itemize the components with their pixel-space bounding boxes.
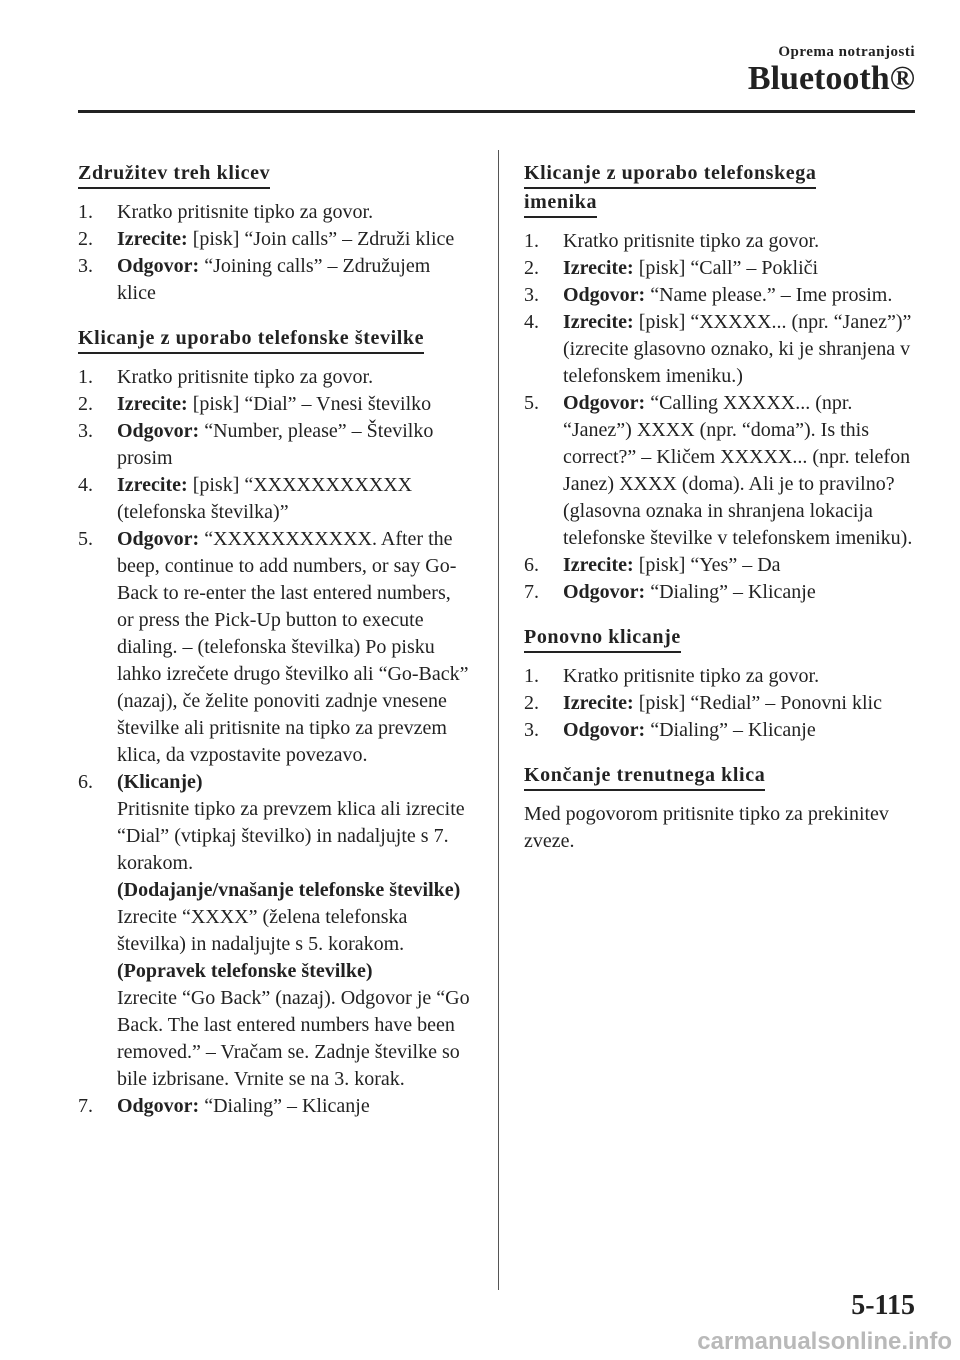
page-title: Bluetooth®	[747, 60, 915, 97]
phonebook-steps	[524, 228, 916, 606]
section-label: Oprema notranjosti	[778, 44, 915, 60]
right-column	[524, 160, 916, 855]
step: 1. Kratko pritisnite tipko za govor.	[524, 230, 820, 252]
heading-phonebook-line2: imenika	[524, 189, 597, 218]
step: 1. Kratko pritisnite tipko za govor.	[524, 665, 820, 687]
step: 5. Odgovor: “XXXXXXXXXXX. After the beep, continue to add numbers, or say Go-Back to re-enter the last entered numbers, or press the Pick-Up button to execute dialing. – (telefonska številka) Po pisku lahko izrečete drugo številko ali “Go-Back” (nazaj), če želite ponoviti zadnje vnesene številke ali pritisnite na tipko za prevzem klica, da vzpostavite povezavo.	[78, 528, 469, 766]
dial-number-steps	[78, 364, 470, 1120]
step: 2. Izrecite: [pisk] “Redial” – Ponovni klic	[524, 692, 882, 714]
heading-end-call: Končanje trenutnega klica	[524, 762, 765, 791]
step: 3. Odgovor: “Number, please” – Številko prosim	[78, 420, 434, 469]
left-column	[78, 160, 470, 1126]
heading-join-calls: Združitev treh klicev	[78, 160, 270, 189]
step: 6. (Klicanje) Pritisnite tipko za prevzem klica ali izrecite “Dial” (vtipkaj številko) in nadaljujte s 7. korakom. (Dodajanje/vnašanje telefonske številke) Izrecite “XXXX” (želena telefonska številka) in nadaljujte s 5. korakom. (Popravek telefonske številke) Izrecite “Go Back” (nazaj). Odgovor je “Go Back. The last entered numbers have been removed.” – Vračam se. Zadnje številke so bile izbrisane. Vrnite se na 3. korak.	[78, 771, 470, 1090]
step: 2. Izrecite: [pisk] “Call” – Pokliči	[524, 257, 819, 279]
step: 6. Izrecite: [pisk] “Yes” – Da	[524, 554, 781, 576]
step: 3. Odgovor: “Dialing” – Klicanje	[524, 719, 816, 741]
step: 7. Odgovor: “Dialing” – Klicanje	[78, 1095, 370, 1117]
step: 1. Kratko pritisnite tipko za govor.	[78, 201, 374, 223]
step: 2. Izrecite: [pisk] “Dial” – Vnesi številko	[78, 393, 432, 415]
step: 3. Odgovor: “Name please.” – Ime prosim.	[524, 284, 893, 306]
heading-phonebook-line1: Klicanje z uporabo telefonskega	[524, 160, 816, 189]
step: 4. Izrecite: [pisk] “XXXXXXXXXXX (telefonska številka)”	[78, 474, 413, 523]
step: 1. Kratko pritisnite tipko za govor.	[78, 366, 374, 388]
end-call-text: Med pogovorom pritisnite tipko za prekinitev zveze.	[524, 803, 889, 852]
header-rule	[78, 110, 915, 113]
watermark: carmanualsonline.info	[697, 1328, 952, 1355]
page-number: 5-115	[851, 1290, 915, 1321]
join-calls-steps	[78, 199, 470, 307]
heading-redial: Ponovno klicanje	[524, 624, 681, 653]
step: 7. Odgovor: “Dialing” – Klicanje	[524, 581, 816, 603]
redial-steps	[524, 663, 916, 744]
step: 3. Odgovor: “Joining calls” – Združujem klice	[78, 255, 431, 304]
heading-dial-number: Klicanje z uporabo telefonske številke	[78, 325, 424, 354]
column-divider	[498, 150, 499, 1290]
step: 5. Odgovor: “Calling XXXXX... (npr. “Janez”) XXXX (npr. “doma”). Is this correct?” – Kličem XXXXX... (npr. telefon Janez) XXXX (doma). Ali je to pravilno? (glasovna oznaka in shranjena lokacija telefonske številke v telefonskem imeniku).	[524, 392, 913, 549]
step: 2. Izrecite: [pisk] “Join calls” – Združi klice	[78, 228, 455, 250]
step: 4. Izrecite: [pisk] “XXXXX... (npr. “Janez”)” (izrecite glasovno oznako, ki je shranjena v telefonskem imeniku.)	[524, 311, 912, 387]
